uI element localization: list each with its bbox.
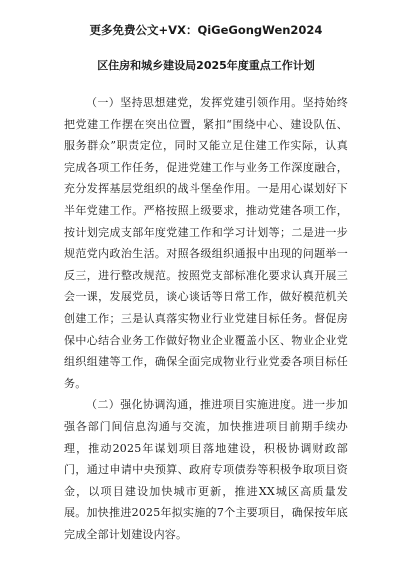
paragraph-2: （二）强化协调沟通，推进项目实施进度。进一步加强各部门间信息沟通与交流，加快推进项目前期手续办理，推动2025年谋划项目落地建设，积极协调财政部门，通过申请中央预算、政府专项债券等积极争取项目资金，以项目建设加快城市更新，推进XX城区高质量发展。加快推进2025年拟实施的7个主要项目，确保按年底完成全部计划建设内容。 [64, 398, 348, 541]
promo-header: 更多免费公文+VX：QiGeGongWen2024 [89, 23, 323, 37]
document-title: 区住房和城乡建设局2025年度重点工作计划 [97, 59, 315, 72]
paragraph-1: （一）坚持思想建党，发挥党建引领作用。坚持始终把党建工作摆在突出位置，紧扣“围绕中心、建设队伍、服务群众”职责定位，同时又能立足住建工作实际，认真完成各项工作任务，促进党建工作与业务工作深度融合，充分发挥基层党组织的战斗堡垒作用。一是用心谋划好下半年党建工作。严格按照上级要求，推动党建各项工作，按计划完成支部年度党建工作和学习计划等；二是进一步规范党内政治生活。对照各级组织通报中出现的问题举一反三，进行整改规范。按照党支部标准化要求认真开展三会一课，发展党员，谈心谈话等日常工作，做好模范机关创建工作；三是认真落实物业行业党建目标任务。督促房保中心结合业务工作做好物业企业覆盖小区、物业企业党组织组建等工作，确保全面完成物业行业党委各项目标任务。 [64, 96, 348, 390]
